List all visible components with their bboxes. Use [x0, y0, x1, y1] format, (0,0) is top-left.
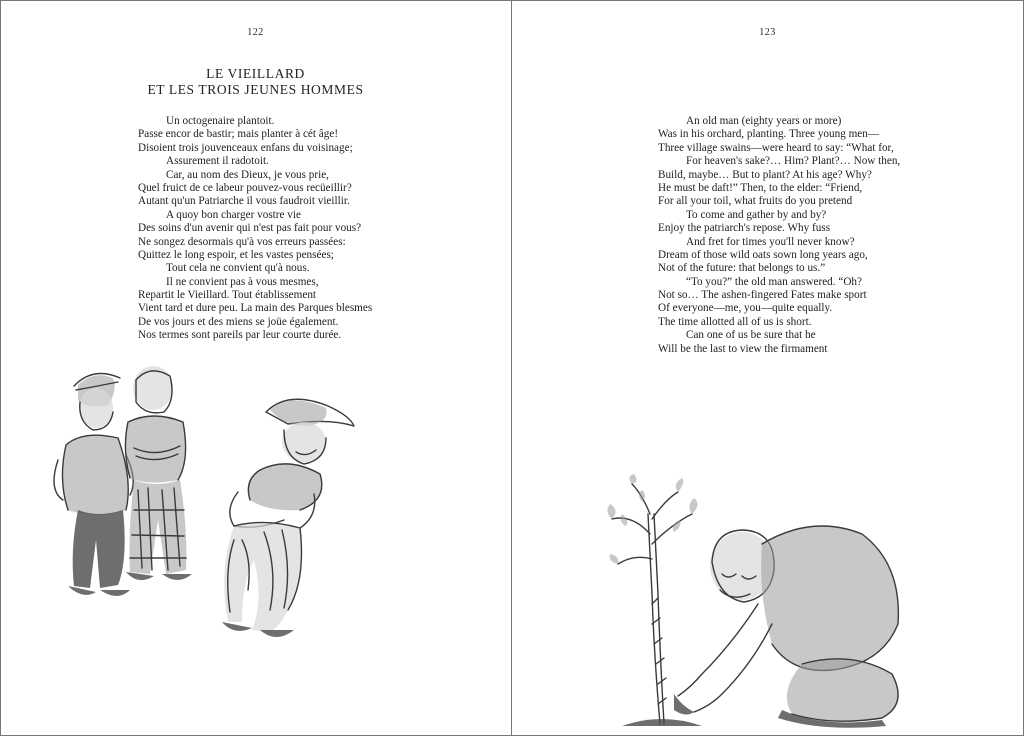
english-verse-line: Not of the future: that belongs to us.”	[658, 262, 826, 275]
french-verse-line: Autant qu'un Patriarche il vous faudroit vieillir.	[138, 195, 350, 208]
french-verse-line: Tout cela ne convient qu'à nous.	[166, 262, 310, 275]
english-verse-line: An old man (eighty years or more)	[686, 115, 842, 127]
young-man-laughing-in-hat	[222, 399, 354, 637]
english-verse-line: He must be daft!” Then, to the elder: “Friend,	[658, 181, 863, 194]
french-verse-line: Quel fruict de ce labeur pouvez-vous recüeillir?	[138, 181, 352, 194]
french-verse-line: Disoient trois jouvenceaux enfans du voisinage;	[138, 141, 353, 154]
english-verse-line: For heaven's sake?… Him? Plant?… Now then,	[686, 155, 901, 168]
french-verse-line: Assurement il radotoit.	[166, 155, 269, 168]
french-verse	[138, 115, 372, 343]
poem-title-line-2: ET LES TROIS JEUNES HOMMES	[147, 82, 364, 97]
english-verse-line: Dream of those wild oats sown long years ago,	[658, 248, 868, 261]
english-verse-line: Of everyone—me, you—quite equally.	[658, 302, 833, 315]
page-number-left: 122	[247, 27, 264, 38]
english-verse-line: And fret for times you'll never know?	[686, 235, 855, 248]
french-verse-line: Ne songez desormais qu'à vos erreurs passées:	[138, 235, 346, 248]
kneeling-old-man	[674, 526, 898, 728]
french-verse-line: A quoy bon charger vostre vie	[166, 208, 301, 221]
young-man-with-cap	[54, 374, 133, 597]
english-verse	[658, 115, 900, 356]
french-verse-line: Vient tard et dure peu. La main des Parques blesmes	[138, 302, 373, 315]
young-man-arms-crossed	[125, 366, 192, 580]
poem-title	[0, 66, 511, 98]
french-verse-line: Un octogenaire plantoit.	[166, 115, 275, 127]
french-verse-line: Car, au nom des Dieux, je vous prie,	[166, 168, 329, 181]
right-page	[512, 0, 1023, 736]
english-verse-line: Enjoy the patriarch's repose. Why fuss	[658, 222, 831, 235]
english-verse-line: For all your toil, what fruits do you pretend	[658, 195, 853, 208]
poem-title-line-1: LE VIEILLARD	[206, 66, 305, 81]
left-page	[0, 0, 511, 736]
old-man-planting-illustration	[582, 474, 922, 734]
english-verse-line: Build, maybe… But to plant? At his age? Why?	[658, 168, 872, 181]
page-number-right: 123	[759, 27, 776, 38]
french-verse-line: Des soins d'un avenir qui n'est pas fait pour vous?	[138, 222, 362, 235]
three-young-men-illustration	[38, 360, 368, 660]
english-verse-line: To come and gather by and by?	[686, 208, 827, 221]
french-verse-line: Passe encor de bastir; mais planter à cét âge!	[138, 128, 339, 141]
english-verse-line: Three village swains—were heard to say: “What for,	[658, 141, 894, 154]
english-verse-line: Can one of us be sure that he	[686, 329, 816, 342]
french-verse-line: Quittez le long espoir, et les vastes pensées;	[138, 248, 334, 261]
english-verse-line: Not so… The ashen-fingered Fates make sport	[658, 289, 867, 302]
english-verse-line: “To you?” the old man answered. “Oh?	[686, 275, 862, 288]
english-verse-line: Will be the last to view the firmament	[658, 342, 828, 355]
french-verse-line: De vos jours et des miens se joüe également.	[138, 315, 339, 328]
french-verse-line: Nos termes sont pareils par leur courte durée.	[138, 329, 342, 342]
french-verse-line: Il ne convient pas à vous mesmes,	[166, 275, 319, 288]
english-verse-line: The time allotted all of us is short.	[658, 315, 812, 328]
french-verse-line: Repartit le Vieillard. Tout établissement	[138, 289, 317, 302]
english-verse-line: Was in his orchard, planting. Three young men—	[658, 128, 880, 141]
